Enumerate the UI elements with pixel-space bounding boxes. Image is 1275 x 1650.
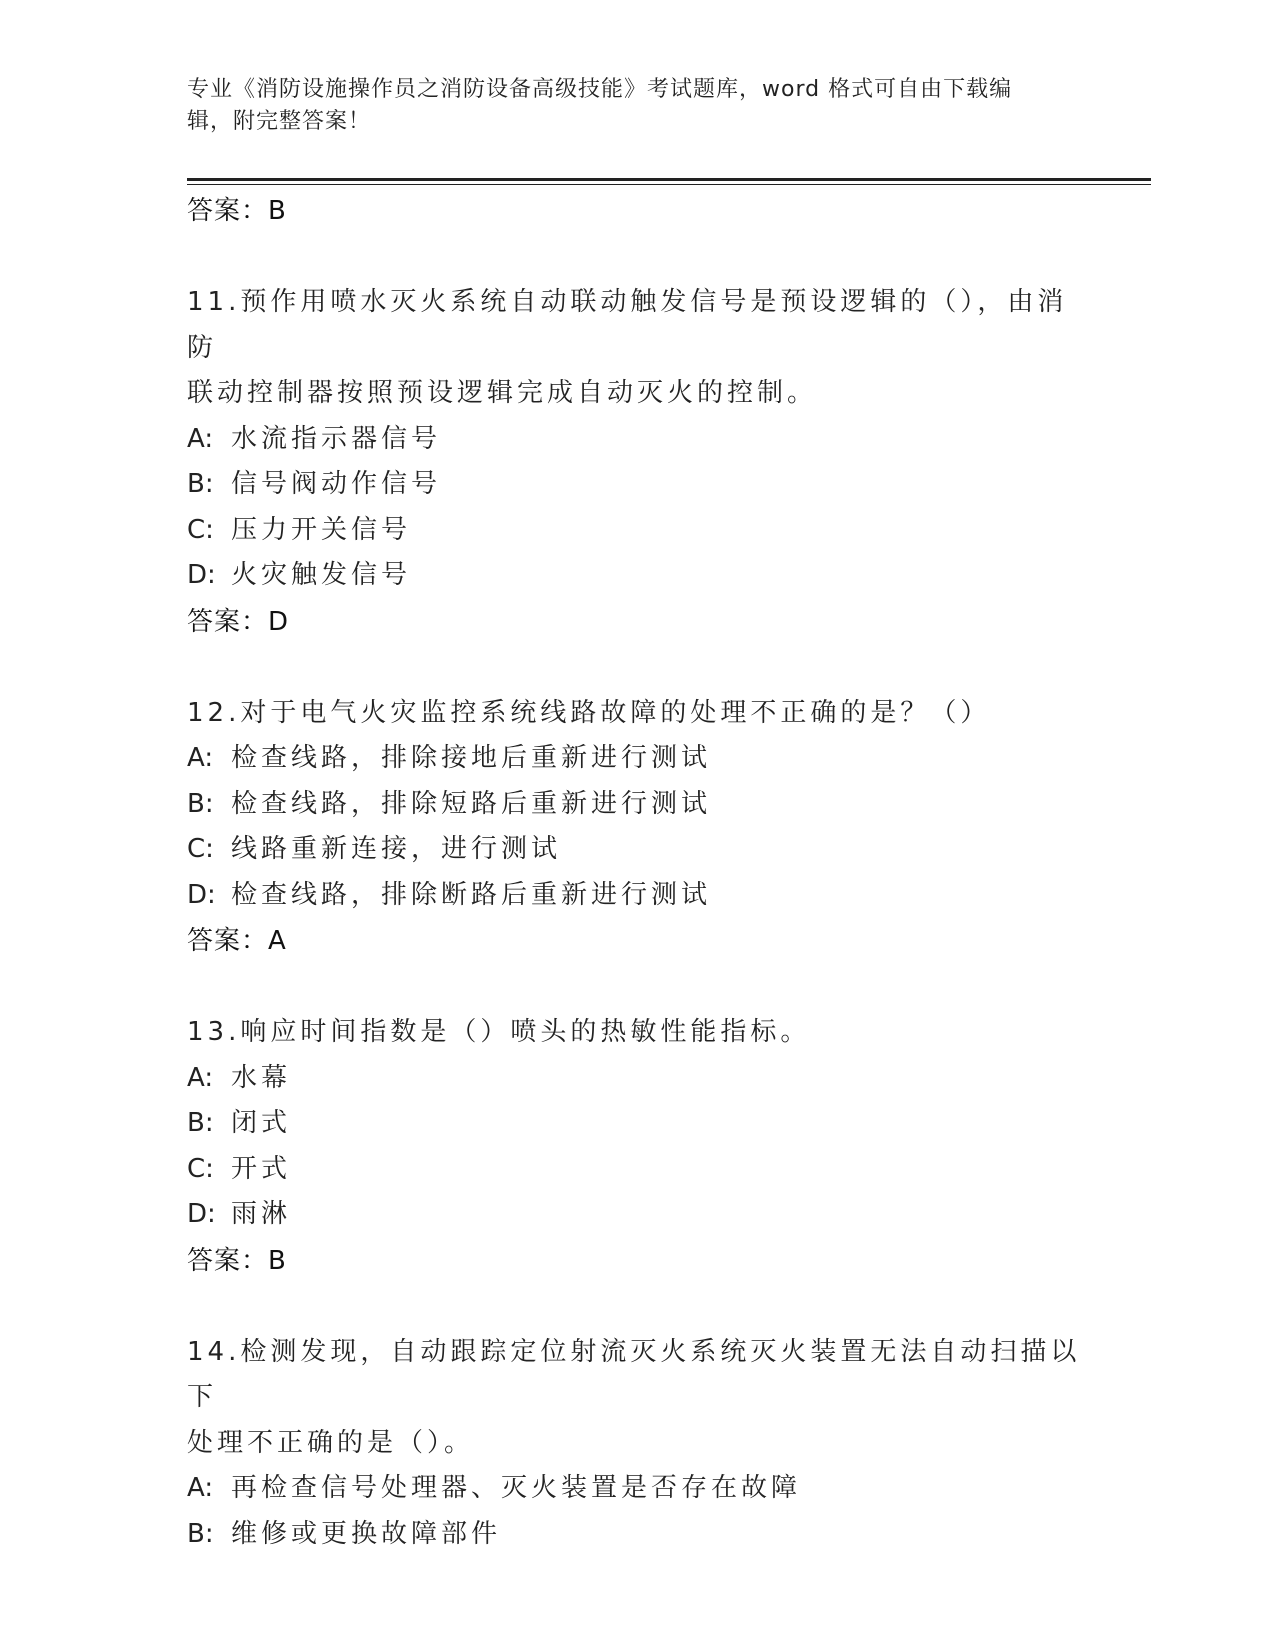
question-block-12 [187, 691, 1087, 965]
question-stem [187, 280, 1087, 417]
question-stem [187, 1010, 1087, 1056]
option-b [187, 1512, 1087, 1558]
option-text: 水幕 [231, 1062, 292, 1093]
question-block-14 [187, 1330, 1087, 1558]
question-stem-line: 联动控制器按照预设逻辑完成自动灭火的控制。 [187, 378, 818, 408]
header-line-2: 辑，附完整答案！ [187, 109, 372, 134]
option-key: D: [187, 1199, 216, 1229]
header-rule-thick [187, 178, 1151, 181]
question-answer: 答案：A [187, 926, 287, 956]
option-text: 开式 [231, 1153, 292, 1184]
option-key: B: [187, 469, 214, 499]
option-a [187, 1466, 1087, 1512]
option-c [187, 827, 1087, 873]
option-b [187, 462, 1087, 508]
spacer [187, 234, 1087, 280]
option-text: 信号阀动作信号 [231, 469, 442, 499]
option-a [187, 1056, 1087, 1102]
previous-answer: 答案：B [187, 196, 287, 226]
option-key: B: [187, 1518, 214, 1549]
option-d [187, 1192, 1087, 1238]
option-text: 闭式 [231, 1108, 292, 1138]
option-key: A: [187, 423, 214, 454]
option-text: 火灾触发信号 [231, 560, 412, 590]
option-text: 水流指示器信号 [231, 423, 442, 454]
option-key: D: [187, 879, 216, 910]
option-key: A: [187, 1062, 214, 1093]
question-list [187, 188, 1087, 1557]
option-text: 雨淋 [231, 1199, 292, 1229]
option-text: 线路重新连接，进行测试 [231, 834, 562, 864]
header-rule-thin [187, 184, 1151, 185]
spacer [187, 964, 1087, 1010]
option-text: 检查线路，排除接地后重新进行测试 [231, 743, 712, 773]
option-text: 检查线路，排除断路后重新进行测试 [231, 879, 712, 910]
option-d [187, 873, 1087, 919]
option-key: A: [187, 743, 214, 773]
question-stem-line: 11.预作用喷水灭火系统自动联动触发信号是预设逻辑的（），由消防 [187, 287, 1068, 363]
document-header [187, 74, 1077, 138]
option-text: 压力开关信号 [231, 514, 412, 545]
option-key: C: [187, 1153, 214, 1184]
option-key: B: [187, 1108, 214, 1138]
option-key: D: [187, 560, 216, 590]
question-block-13 [187, 1010, 1087, 1284]
option-c [187, 1147, 1087, 1193]
question-block-11 [187, 280, 1087, 645]
question-stem-line: 12.对于电气火灾监控系统线路故障的处理不正确的是？（） [187, 697, 991, 728]
spacer [187, 1284, 1087, 1330]
question-answer: 答案：B [187, 1245, 287, 1276]
header-line-1: 专业《消防设施操作员之消防设备高级技能》考试题库，word 格式可自由下载编 [187, 77, 1013, 102]
option-a [187, 417, 1087, 463]
question-stem-line: 13.响应时间指数是（）喷头的热敏性能指标。 [187, 1017, 811, 1047]
option-key: C: [187, 834, 214, 864]
option-text: 维修或更换故障部件 [231, 1518, 502, 1549]
option-text: 检查线路，排除短路后重新进行测试 [231, 788, 712, 819]
question-stem [187, 1330, 1087, 1467]
option-c [187, 508, 1087, 554]
question-stem-line: 处理不正确的是（）。 [187, 1427, 475, 1458]
option-key: B: [187, 788, 214, 819]
option-key: C: [187, 514, 214, 545]
option-d [187, 553, 1087, 599]
option-key: A: [187, 1473, 214, 1503]
option-b [187, 1101, 1087, 1147]
question-answer: 答案：D [187, 606, 290, 637]
question-stem-line: 14.检测发现，自动跟踪定位射流灭火系统灭火装置无法自动扫描以下 [187, 1336, 1081, 1412]
option-text: 再检查信号处理器、灭火装置是否存在故障 [231, 1473, 802, 1503]
option-b [187, 782, 1087, 828]
spacer [187, 645, 1087, 691]
option-a [187, 736, 1087, 782]
question-stem [187, 691, 1087, 737]
